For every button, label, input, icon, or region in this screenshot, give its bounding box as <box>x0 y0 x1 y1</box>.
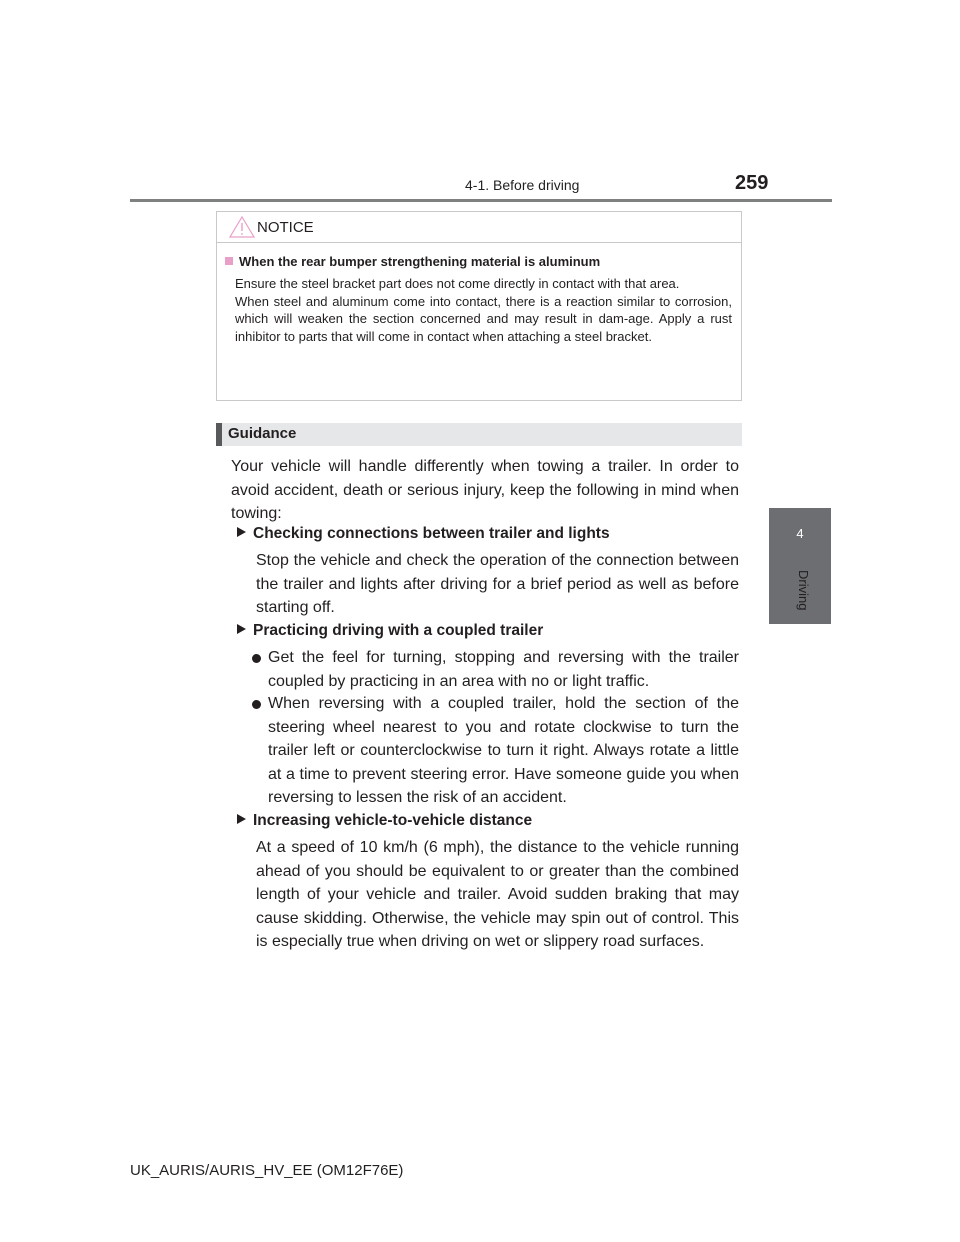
section-body <box>256 549 739 620</box>
intro-text: Your vehicle will handle differently when towing a trailer. In order to avoid accident, death or serious injury, keep the following in mind when towing: <box>231 458 739 522</box>
section-text: At a speed of 10 km/h (6 mph), the distance to the vehicle running ahead of you should be equivalent to or greater than the combined length of your vehicle and trailer. Avoid sudden braking that may cause skidding. Otherwise, the vehicle may spin out of control. This is especially true when driving on wet or slippery road surfaces. <box>256 839 739 950</box>
header-section-title: 4-1. Before driving <box>465 177 580 193</box>
guidance-intro <box>231 455 739 526</box>
triangle-bullet-icon <box>237 624 246 634</box>
warning-triangle-icon <box>229 216 255 238</box>
section-heading <box>237 622 543 640</box>
section-heading-text: Practicing driving with a coupled trailer <box>253 622 544 639</box>
notice-paragraph: When steel and aluminum come into contact, there is a reaction similar to corrosion, which will weaken the section concerned and may result in dam-age. Apply a rust inhibitor to parts that will come in contact when attaching a steel bracket. <box>235 293 732 344</box>
chapter-tab-number: 4 <box>796 526 804 541</box>
guidance-header <box>216 423 742 446</box>
section-heading <box>237 812 532 830</box>
round-bullet-icon <box>252 700 261 709</box>
notice-heading-text: When the rear bumper strengthening material is aluminum <box>239 254 601 269</box>
page-number: 259 <box>735 172 769 194</box>
notice-title: NOTICE <box>257 219 314 236</box>
bullet-item <box>268 692 739 810</box>
round-bullet-icon <box>252 654 261 663</box>
notice-paragraph: Ensure the steel bracket part does not come directly in contact with that area. <box>235 276 680 291</box>
square-bullet-icon <box>225 257 233 265</box>
section-body <box>256 836 739 954</box>
triangle-bullet-icon <box>237 527 246 537</box>
footer-model-code: UK_AURIS/AURIS_HV_EE (OM12F76E) <box>130 1162 404 1179</box>
section-heading <box>237 525 610 543</box>
notice-heading <box>225 254 600 269</box>
chapter-tab-label: Driving <box>796 570 811 611</box>
notice-body <box>235 275 732 345</box>
guidance-accent-bar <box>216 423 222 446</box>
notice-header <box>217 212 741 243</box>
section-text: Stop the vehicle and check the operation of the connection between the trailer and lights after driving for a brief period as well as before starting off. <box>256 552 739 616</box>
section-heading-text: Increasing vehicle-to-vehicle distance <box>253 812 533 829</box>
triangle-bullet-icon <box>237 814 246 824</box>
header-divider <box>130 199 832 202</box>
bullet-text: Get the feel for turning, stopping and reversing with the trailer coupled by practicing in an area with no or light traffic. <box>268 649 739 690</box>
section-heading-text: Checking connections between trailer and lights <box>253 525 610 542</box>
notice-box <box>216 211 742 401</box>
bullet-item <box>268 646 739 693</box>
bullet-text: When reversing with a coupled trailer, hold the section of the steering wheel nearest to you and rotate clockwise to turn the trailer left or counterclockwise to turn it right. Always rotate a little at a time to prevent steering error. Have someone guide you when reversing to lessen the risk of an accident. <box>268 695 739 806</box>
guidance-title: Guidance <box>228 425 297 442</box>
